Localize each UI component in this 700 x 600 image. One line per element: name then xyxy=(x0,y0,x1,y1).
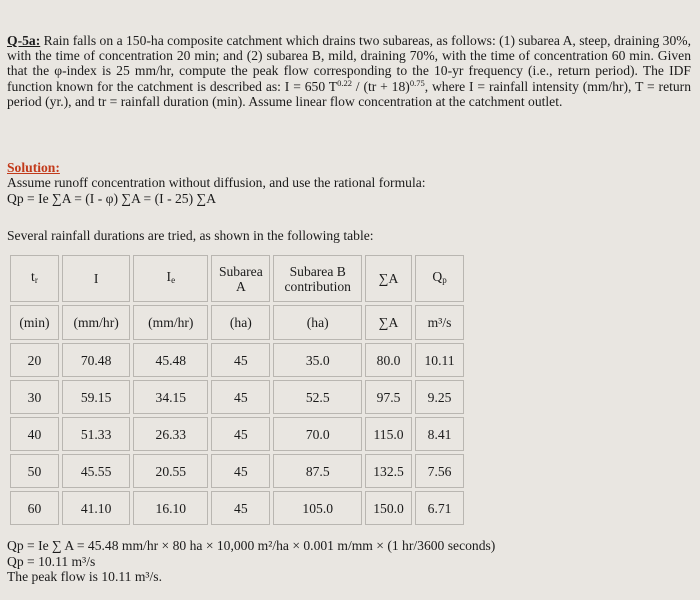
results-block xyxy=(7,538,495,585)
cell-sum-a: 80.0 xyxy=(365,343,412,377)
cell-i: 70.48 xyxy=(62,343,130,377)
problem-text-mid: / (tr + 18) xyxy=(351,78,410,94)
cell-tr: 20 xyxy=(10,343,59,377)
cell-qp: 6.71 xyxy=(415,491,464,525)
rational-formula: Qp = Ie ∑A = (I - φ) ∑A = (I - 25) ∑A xyxy=(7,191,217,206)
cell-sum-a: 132.5 xyxy=(365,454,412,488)
cell-ie: 16.10 xyxy=(133,491,208,525)
table-row xyxy=(10,380,464,414)
cell-tr: 30 xyxy=(10,380,59,414)
header-qp: $Q_p$ xyxy=(415,255,464,302)
cell-sum-a: 97.5 xyxy=(365,380,412,414)
cell-subarea-b: 87.5 xyxy=(273,454,362,488)
unit-subarea-a: (ha) xyxy=(211,305,270,340)
cell-qp: 9.25 xyxy=(415,380,464,414)
cell-qp: 7.56 xyxy=(415,454,464,488)
header-tr: $t_r$ xyxy=(10,255,59,302)
cell-subarea-b: 105.0 xyxy=(273,491,362,525)
question-label: Q-5a: xyxy=(7,33,41,48)
cell-subarea-b: 52.5 xyxy=(273,380,362,414)
table-header-row xyxy=(10,255,464,302)
cell-sum-a: 150.0 xyxy=(365,491,412,525)
cell-i: 59.15 xyxy=(62,380,130,414)
idf-exponent-t: 0.22 xyxy=(337,77,352,88)
cell-tr: 40 xyxy=(10,417,59,451)
unit-subarea-b: (ha) xyxy=(273,305,362,340)
header-sum-a: ∑A xyxy=(365,255,412,302)
problem-text: Rain falls on a 150-ha composite catchment which drains two subareas, as follows: (1) subarea A, steep, draining 30%, with the time of concentration 20 min; and (2) subarea B, mild, draining 70%, with the time of concentration 60 min. Given that the φ-index is 25 mm/hr, compute the peak flow corresponding to the 10-yr frequency (i.e., return period). The IDF function known for the catchment is described as: I = 650 T xyxy=(7,33,691,94)
result-calculation: Qp = Ie ∑ A = 45.48 mm/hr × 80 ha × 10,000 m²/ha × 0.001 m/mm × (1 hr/3600 seconds) xyxy=(7,538,496,553)
cell-tr: 60 xyxy=(10,491,59,525)
header-subarea-b: Subarea B contribution xyxy=(273,255,362,302)
table-row xyxy=(10,417,464,451)
table-row xyxy=(10,454,464,488)
cell-ie: 34.15 xyxy=(133,380,208,414)
unit-qp: m³/s xyxy=(415,305,464,340)
unit-i: (mm/hr) xyxy=(62,305,130,340)
result-conclusion: The peak flow is 10.11 m³/s. xyxy=(7,569,162,584)
header-ie: $I_e$ xyxy=(133,255,208,302)
solution-line-3: Several rainfall durations are tried, as shown in the following table: xyxy=(7,228,374,243)
problem-text-end: , where I = rainfall intensity (mm/hr), T = return period (yr.), and tr = rainfall duration (min). Assume linear flow concentration at the catchment outlet. xyxy=(7,78,691,109)
cell-subarea-a: 45 xyxy=(211,380,270,414)
solution-line-1: Assume runoff concentration without diffusion, and use the rational formula: xyxy=(7,175,426,190)
table-row xyxy=(10,343,464,377)
table-units-row xyxy=(10,305,464,340)
cell-i: 41.10 xyxy=(62,491,130,525)
result-qp: Qp = 10.11 m³/s xyxy=(7,553,96,569)
unit-sum-a: ∑A xyxy=(365,305,412,340)
header-i: I xyxy=(62,255,130,302)
cell-ie: 26.33 xyxy=(133,417,208,451)
header-subarea-a: Subarea A xyxy=(211,255,270,302)
cell-subarea-a: 45 xyxy=(211,343,270,377)
table-row xyxy=(10,491,464,525)
unit-ie: (mm/hr) xyxy=(133,305,208,340)
cell-subarea-a: 45 xyxy=(211,454,270,488)
cell-subarea-b: 35.0 xyxy=(273,343,362,377)
cell-ie: 20.55 xyxy=(133,454,208,488)
rainfall-duration-table xyxy=(7,252,467,528)
cell-qp: 8.41 xyxy=(415,417,464,451)
cell-subarea-a: 45 xyxy=(211,491,270,525)
cell-sum-a: 115.0 xyxy=(365,417,412,451)
problem-statement xyxy=(7,33,691,109)
idf-exponent-tr: 0.75 xyxy=(409,77,425,88)
cell-qp: 10.11 xyxy=(415,343,464,377)
cell-subarea-a: 45 xyxy=(211,417,270,451)
cell-tr: 50 xyxy=(10,454,59,488)
cell-ie: 45.48 xyxy=(133,343,208,377)
cell-i: 51.33 xyxy=(62,417,130,451)
unit-tr: (min) xyxy=(10,305,59,340)
cell-subarea-b: 70.0 xyxy=(273,417,362,451)
cell-i: 45.55 xyxy=(62,454,130,488)
solution-heading: Solution: xyxy=(7,160,60,175)
